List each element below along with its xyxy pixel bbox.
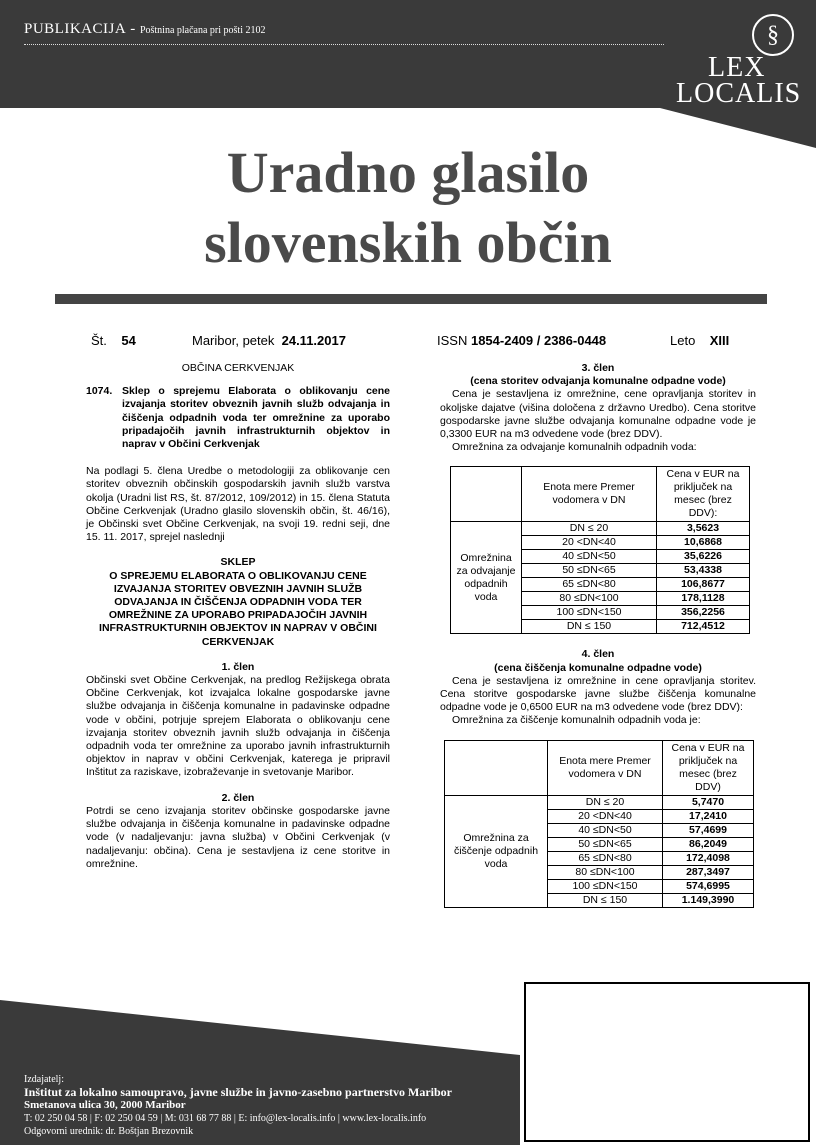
table-header-row: [451, 467, 750, 522]
article4-text: Cena je sestavljena iz omrežnine in cene opravljanja storitev. Cena storitve gospodarske javne službe čiščenja komunalne odpadne vode je 0,6500 EUR na m3 odvedene vode (brez DDV):: [440, 674, 756, 714]
table-cell-dn: 40 ≤DN<50: [548, 823, 663, 837]
table-cell-dn: 40 ≤DN<50: [522, 550, 657, 564]
publisher-label: Izdajatelj:: [24, 1074, 64, 1085]
table-cell-dn: 100 ≤DN<150: [522, 606, 657, 620]
article3-subtitle: (cena storitev odvajanja komunalne odpadne vode): [470, 375, 726, 388]
table1-caption: Omrežnina za odvajanje komunalnih odpadnih voda:: [452, 441, 697, 454]
issue-number: Št. 54: [91, 333, 136, 348]
item-number: 1074.: [86, 385, 113, 398]
table-header-cell: Enota mere Premer vodomera v DN: [522, 467, 657, 522]
table-cell-price: 35,6226: [657, 550, 750, 564]
postage-note: Poštnina plačana pri pošti 2102: [139, 25, 266, 36]
table-row-label: Omrežnina za čiščenje odpadnih voda: [445, 795, 548, 907]
table-row: [445, 795, 754, 809]
table-cell-price: 53,4338: [657, 564, 750, 578]
address-box: [524, 982, 810, 1142]
table-header-cell: Enota mere Premer vodomera v DN: [548, 740, 663, 795]
logo-line1: LEX: [708, 52, 766, 83]
publication-label: PUBLIKACIJA - Poštnina plačana pri pošti 2102: [24, 21, 266, 37]
table-cell-dn: 65 ≤DN<80: [522, 578, 657, 592]
article1-heading: 1. člen: [221, 660, 255, 673]
article3-text: Cena je sestavljena iz omrežnine, cene opravljanja storitev in okoljske dajatve (višina določena z državno Uredbo). Cena storitve gospodarske javne službe odvajanja komunalne odpadne vode je 0,3300 EUR na m3 odvedene vode (brez DDV).: [440, 388, 756, 441]
logo-line2: LOCALIS: [676, 78, 802, 109]
table-header-cell: Cena v EUR na priključek na mesec (brez DDV): [663, 740, 754, 795]
sklep-heading: SKLEP: [220, 556, 256, 569]
publisher-name: Inštitut za lokalno samoupravo, javne službe in javno-zasebno partnerstvo Maribor: [24, 1085, 453, 1099]
table-cell-dn: 65 ≤DN<80: [548, 851, 663, 865]
title-line2: slovenskih občin: [204, 210, 612, 275]
article2-text: Potrdi se ceno izvajanja storitev občinske gospodarske javne službe odvajanja in čiščenja komunalne in padavinske odpadne vode (v nadaljevanju: javna služba) v Občini Cerkvenjak (v nadaljevanju: občina). Cena je sestavljena iz cene storitve in omrežnine.: [86, 804, 390, 870]
article4-subtitle: (cena čiščenja komunalne odpadne vode): [494, 661, 702, 674]
article1-text: Občinski svet Občine Cerkvenjak, na predlog Režijskega obrata Občine Cerkvenjak, kot izvajalca lokalne gospodarske javne službe odvajanja in čiščenja komunalne in padavinske odpadne vode v občini, potrjuje sprejem Elaborata o oblikovanju cene izvajanja storitev obveznih javnih služb odvajanja in čiščenja odpadnih voda ter omrežnine za uporabo javnih infrastrukturnih objektov in naprav v občini Cerkvenjak, katerega je pripravil Inštitut za raziskave, izobraževanje in svetovanje Maribor.: [86, 674, 390, 779]
table-cell-price: 86,2049: [663, 837, 754, 851]
article4-heading: 4. člen: [581, 648, 615, 661]
header-divider: [24, 44, 664, 45]
table-cell-price: 106,8677: [657, 578, 750, 592]
table-cell-dn: DN ≤ 20: [522, 522, 657, 536]
page-title: [0, 138, 816, 278]
table2-caption: Omrežnina za čiščenje komunalnih odpadnih voda je:: [452, 714, 701, 727]
table-cell-dn: DN ≤ 150: [548, 893, 663, 907]
table-row: [451, 522, 750, 536]
table-cell-dn: 20 <DN<40: [548, 809, 663, 823]
intro-paragraph: Na podlagi 5. člena Uredbe o metodologiji za oblikovanje cen storitev obveznih občinskih gospodarskih javnih služb varstva okolja (Uradni list RS, št. 87/2012, 109/2012) in 15. člena Statuta Občine Cerkvenjak (Uradno glasilo slovenskih občin, št. 46/16), je Občinski svet Občine Cerkvenjak, na svoji 19. redni seji, dne 15. 11. 2017, sprejel naslednji: [86, 465, 390, 544]
title-rule: [55, 294, 767, 304]
publisher-contacts: T: 02 250 04 58 | F: 02 250 04 59 | M: 031 68 77 88 | E: info@lex-localis.info | www.lex-localis.info: [24, 1113, 427, 1124]
table-header-row: [445, 740, 754, 795]
table-cell-dn: DN ≤ 150: [522, 620, 657, 634]
title-line1: Uradno glasilo: [226, 140, 590, 205]
publisher-editor: Odgovorni urednik: dr. Boštjan Brezovnik: [24, 1126, 194, 1137]
publication-title: PUBLIKACIJA: [24, 21, 127, 37]
table-cell-dn: 50 ≤DN<65: [522, 564, 657, 578]
table-cell-price: 178,1128: [657, 592, 750, 606]
table-header-cell: [445, 740, 548, 795]
table-cell-price: 356,2256: [657, 606, 750, 620]
table-cell-dn: 20 <DN<40: [522, 536, 657, 550]
table-cell-dn: 80 ≤DN<100: [522, 592, 657, 606]
municipality-heading: OBČINA CERKVENJAK: [181, 362, 295, 374]
table-cell-price: 5,7470: [663, 795, 754, 809]
table-cell-price: 17,2410: [663, 809, 754, 823]
issue-date: Maribor, petek 24.11.2017: [192, 333, 346, 348]
table-header-cell: [451, 467, 522, 522]
table-cell-dn: DN ≤ 20: [548, 795, 663, 809]
issn: ISSN 1854-2409 / 2386-0448: [437, 333, 607, 348]
table-cell-price: 1.149,3990: [663, 893, 754, 907]
table-cell-dn: 50 ≤DN<65: [548, 837, 663, 851]
item-title: Sklep o sprejemu Elaborata o oblikovanju cene izvajanja storitev obveznih javnih služb odvajanja in čiščenja odpadnih voda ter omrežnine za uporabo pripadajočih javnih infrastrukturnih objektov in naprav v Občini Cerkvenjak: [122, 385, 390, 451]
sewerage-fee-table: [450, 466, 750, 634]
table-cell-price: 712,4512: [657, 620, 750, 634]
publisher-address: Smetanova ulica 30, 2000 Maribor: [24, 1099, 186, 1111]
publisher-footer: [24, 1073, 452, 1138]
table-cell-dn: 80 ≤DN<100: [548, 865, 663, 879]
volume-year: Leto XIII: [670, 333, 730, 348]
sklep-title: O SPREJEMU ELABORATA O OBLIKOVANJU CENE IZVAJANJA STORITEV OBVEZNIH JAVNIH SLUŽB ODVAJANJA IN ČIŠČENJA ODPADNIH VODA TER OMREŽNINE ZA UPORABO PRIPADAJOČIH JAVNIH INFRASTRUKTURNIH OBJEKTOV IN NAPRAV V OBČINI CERKVENJAK: [99, 569, 377, 648]
article2-heading: 2. člen: [221, 791, 255, 804]
paragraph-icon: §: [752, 14, 794, 56]
table-cell-price: 172,4098: [663, 851, 754, 865]
table-header-cell: Cena v EUR na priključek na mesec (brez DDV):: [657, 467, 750, 522]
lex-localis-logo: [672, 12, 808, 107]
table-cell-dn: 100 ≤DN<150: [548, 879, 663, 893]
right-column: [440, 360, 756, 908]
table-cell-price: 10,6868: [657, 536, 750, 550]
left-column: [86, 360, 390, 871]
table-cell-price: 57,4699: [663, 823, 754, 837]
table-cell-price: 287,3497: [663, 865, 754, 879]
article3-heading: 3. člen: [581, 362, 615, 374]
table-cell-price: 574,6995: [663, 879, 754, 893]
table-cell-price: 3,5623: [657, 522, 750, 536]
item-heading: [86, 385, 390, 451]
treatment-fee-table: [444, 740, 754, 908]
table-row-label: Omrežnina za odvajanje odpadnih voda: [451, 522, 522, 634]
